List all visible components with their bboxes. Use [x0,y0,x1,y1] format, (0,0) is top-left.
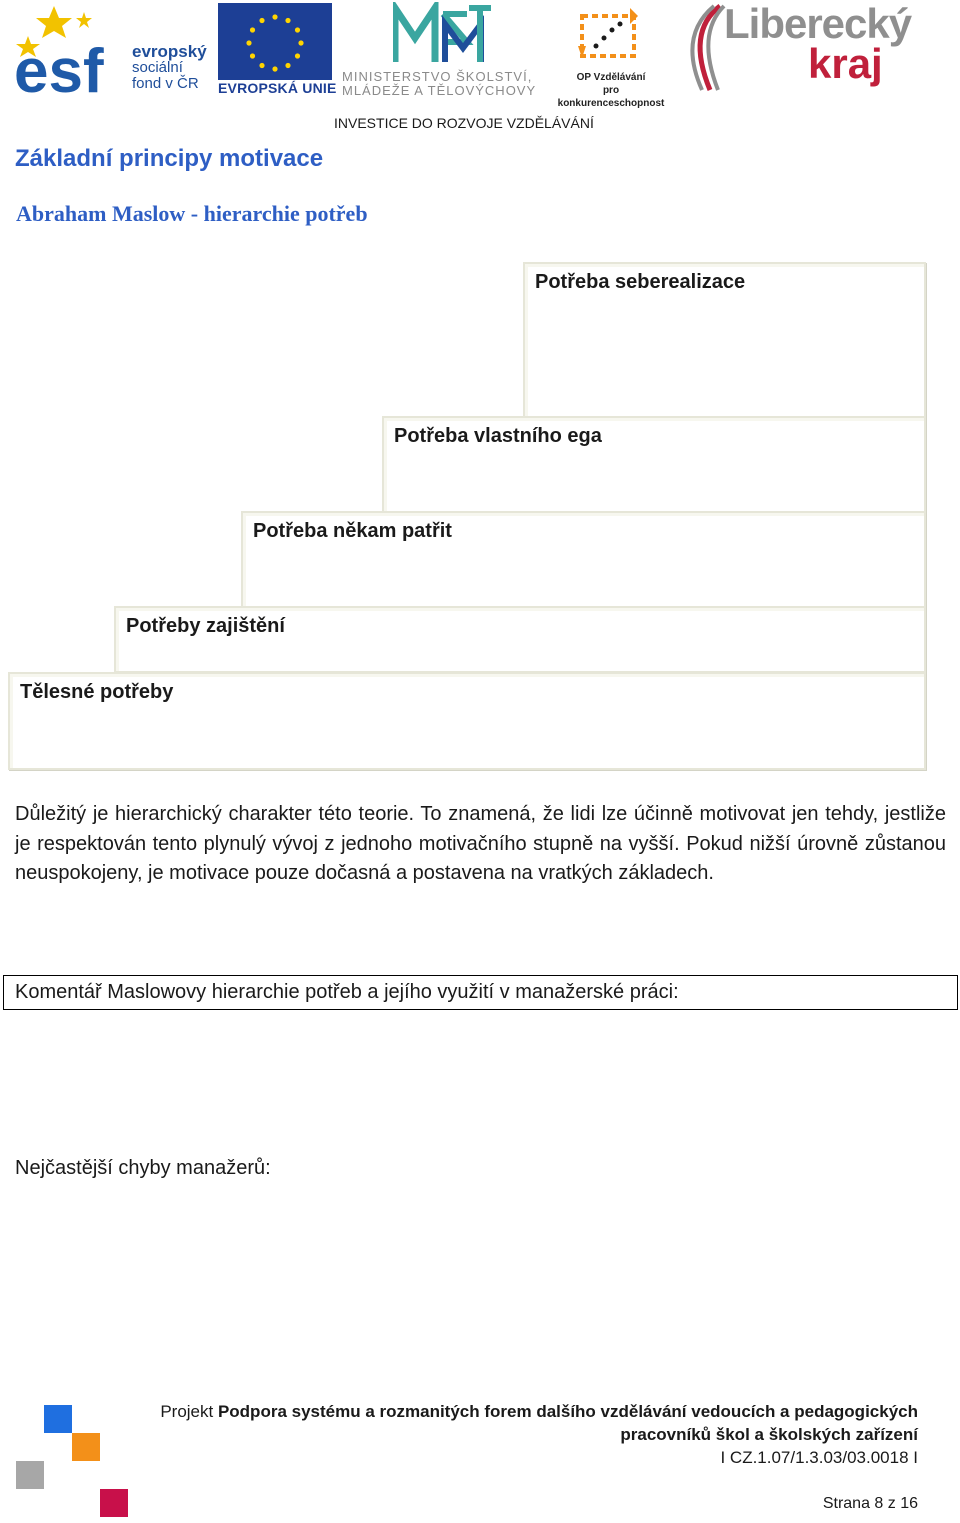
svg-text:esf: esf [14,37,104,94]
pyramid-level-label: Potřeba seberealizace [535,271,746,293]
footer-project-name2: pracovníků škol a školských zařízení [620,1425,918,1444]
footer-code: I CZ.1.07/1.3.03/03.0018 I [720,1448,918,1467]
pyramid-level-label: Potřeba vlastního ega [394,425,602,447]
esf-line1: evropský [132,42,207,61]
op-logo-icon [574,6,648,70]
body-paragraph: Důležitý je hierarchický charakter této teorie. To znamená, že lidi lze účinně motivovat jen tehdy, jestliže je respektován tento plynulý vývoj z jednoho motivačního stupně na vyšší. Pokud nižší úrovně zůstanou neuspokojeny, je motivace pouze dočasná a postavena na vratkých základech. [15,803,946,884]
liberecky-text: Liberecký [724,0,912,47]
footer-line1 [158,1400,918,1423]
op-text [549,71,673,110]
pyramid-level-5 [523,262,926,418]
esf-line3: fond v ČR [132,75,199,92]
footer-project [158,1400,918,1469]
pyramid-level-1 [8,672,926,770]
pyramid-level-label: Potřeba někam patřit [253,520,452,542]
pyramid-level-label: Potřeby zajištění [126,615,285,637]
pyramid-level-label: Tělesné potřeby [20,681,174,703]
footer-square-orange-icon [72,1433,100,1461]
esf-text [132,44,207,92]
page-subtitle: Abraham Maslow - hierarchie potřeb [16,201,368,226]
page-title: Základní principy motivace [15,145,324,172]
eu-flag-icon [218,3,332,80]
kraj-text: kraj [808,40,883,87]
comment-label: Komentář Maslowovy hierarchie potřeb a jejího využití v manažerské práci: [15,981,679,1003]
errors-heading: Nejčastější chyby manažerů: [15,1157,271,1179]
page-number: Strana 8 z 16 [822,1495,918,1512]
msmt-line1: MINISTERSTVO ŠKOLSTVÍ, [342,69,533,84]
footer-prefix: Projekt [160,1402,218,1421]
footer-project-name: Podpora systému a rozmanitých forem dalšího vzdělávání vedoucích a pedagogických [217,1402,918,1421]
op-line1: OP Vzdělávání [576,72,646,83]
pyramid-level-2 [114,606,926,673]
footer-square-blue-icon [44,1405,72,1433]
footer-square-red-icon [100,1489,128,1517]
msmt-line2: MLÁDEŽE A TĚLOVÝCHOVY [342,83,537,98]
esf-logo-icon [14,4,124,94]
pyramid-level-4 [382,416,926,514]
liberecky-kraj-emblem-icon [680,2,728,92]
msmt-logo-icon [393,2,493,70]
footer-square-grey-icon [16,1461,44,1489]
op-line2: pro konkurenceschopnost [557,85,665,109]
msmt-text [342,70,536,98]
pyramid-level-3 [241,511,926,609]
eu-label: EVROPSKÁ UNIE [218,80,337,96]
esf-line2: sociální [132,59,183,76]
comment-box [3,975,958,1010]
investice-slogan: INVESTICE DO ROZVOJE VZDĚLÁVÁNÍ [334,115,594,131]
